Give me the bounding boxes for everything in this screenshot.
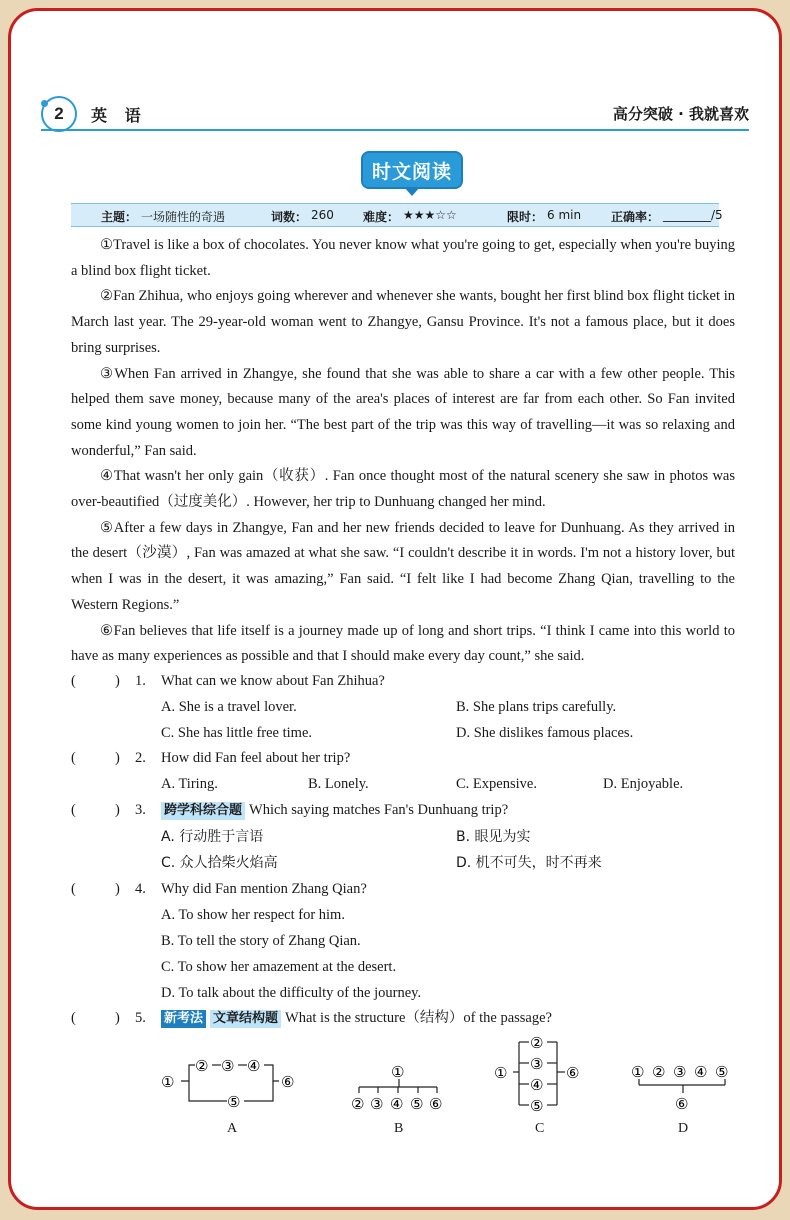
page-number-badge	[41, 96, 77, 132]
paragraph-5: ⑤After a few days in Zhangye, Fan and her new friends decided to leave for Dunhuang. As they arrived in the desert（沙漠）, Fan was amazed at what she saw. “I couldn't describe it in words. I'm not a history lover, but when I was in the desert, it was amazing,” Fan said. “I felt like I had become Zhang Qian, travelling to the Western Regions.”	[71, 519, 735, 613]
topic-label: 主题：	[101, 210, 138, 224]
structure-diagram-d[interactable]	[621, 1051, 741, 1141]
option-d[interactable]: D. 机不可失，时不再来	[456, 855, 602, 871]
node-6: ⑥	[429, 1095, 443, 1113]
page-number: 2	[54, 104, 64, 123]
node-3: ③	[673, 1063, 687, 1081]
paragraph-6: ⑥Fan believes that life itself is a journey made up of long and short trips. “I think I came into this world to have as many experiences as possible and that I should make every day count,” she said.	[71, 622, 735, 665]
answer-paren-left: (	[71, 750, 76, 766]
question-text: Which saying matches Fan's Dunhuang trip?	[249, 802, 509, 818]
header-slogan: 高分突破 · 我就喜欢	[612, 105, 749, 123]
difficulty-stars: ★★★☆☆	[403, 208, 457, 222]
question-text: How did Fan feel about her trip?	[161, 750, 351, 766]
answer-paren-left: (	[71, 1010, 76, 1026]
node-6: ⑥	[566, 1064, 580, 1082]
question-text: What is the structure（结构）of the passage?	[285, 1010, 552, 1026]
diagram-a-svg	[151, 1051, 311, 1121]
structure-diagram-a[interactable]	[151, 1051, 311, 1141]
node-1: ①	[161, 1073, 175, 1091]
topic-value: 一场随性的奇遇	[141, 210, 226, 224]
option-d[interactable]: D. To talk about the difficulty of the journey.	[161, 985, 422, 1001]
section-title: 时文阅读	[361, 151, 463, 189]
question-number: 1.	[135, 673, 146, 689]
option-c[interactable]: C. To show her amazement at the desert.	[161, 959, 397, 975]
answer-paren-right[interactable]: )	[115, 750, 120, 766]
difficulty-label: 难度：	[363, 210, 400, 224]
dot-icon	[41, 100, 48, 107]
option-b[interactable]: B. Lonely.	[308, 776, 369, 792]
option-a[interactable]: A. Tiring.	[161, 776, 218, 792]
diagram-label-c: C	[535, 1121, 545, 1136]
interdisciplinary-tag: 跨学科综合题	[161, 802, 245, 820]
question-text: Why did Fan mention Zhang Qian?	[161, 881, 367, 897]
time-label: 限时：	[507, 210, 544, 224]
subject-title: 英 语	[91, 106, 147, 125]
header-divider	[41, 129, 749, 131]
structure-diagram-c[interactable]	[491, 1033, 601, 1141]
accuracy-blank: ________/5	[663, 208, 723, 222]
page	[8, 8, 782, 1210]
option-d[interactable]: D. She dislikes famous places.	[456, 725, 634, 741]
paragraph-4: ④That wasn't her only gain（收获）. Fan once thought most of the natural scenery she saw in photos was over-beautified（过度美化）. However, her trip to Dunhuang changed her mind.	[71, 468, 735, 511]
paragraph-3: ③When Fan arrived in Zhangye, she found that she was able to share a car with a few other people. This helped them save money, because many of the area's places of interest are far from each other. So Fan invited some kind young women to join her. “The best part of the trip was this way of travelling—it was so relaxing and wonderful,” Fan said.	[71, 365, 735, 459]
question-1	[71, 671, 735, 741]
paragraph-1: ①Travel is like a box of chocolates. You never know what you're going to get, especially when you're buying a blind box flight ticket.	[71, 237, 735, 279]
option-c[interactable]: C. 众人拾柴火焰高	[161, 855, 278, 871]
option-c[interactable]: C. She has little free time.	[161, 725, 313, 741]
option-c[interactable]: C. Expensive.	[456, 776, 537, 792]
option-b[interactable]: B. She plans trips carefully.	[456, 699, 617, 715]
option-d[interactable]: D. Enjoyable.	[603, 776, 684, 792]
node-1: ①	[391, 1063, 405, 1081]
node-3: ③	[530, 1055, 544, 1073]
page-header	[41, 96, 749, 132]
node-2: ②	[351, 1095, 365, 1113]
node-4: ④	[247, 1057, 261, 1075]
structure-diagram-b[interactable]	[346, 1051, 456, 1141]
question-number: 2.	[135, 750, 146, 766]
question-number: 3.	[135, 802, 146, 818]
node-1: ①	[631, 1063, 645, 1081]
diagram-d-svg	[621, 1051, 741, 1121]
question-2	[71, 748, 735, 794]
option-b[interactable]: B. 眼见为实	[456, 829, 531, 845]
diagram-label-a: A	[227, 1121, 238, 1136]
question-number: 5.	[135, 1010, 146, 1026]
answer-paren-left: (	[71, 802, 76, 818]
question-5	[71, 1008, 735, 1032]
diagram-b-svg	[346, 1051, 456, 1121]
node-3: ③	[221, 1057, 235, 1075]
option-a[interactable]: A. To show her respect for him.	[161, 907, 345, 923]
node-1: ①	[494, 1064, 508, 1082]
node-4: ④	[694, 1063, 708, 1081]
node-4: ④	[390, 1095, 404, 1113]
diagram-c-svg	[491, 1033, 601, 1121]
answer-paren-right[interactable]: )	[115, 673, 120, 689]
question-3	[71, 800, 735, 872]
option-a[interactable]: A. She is a travel lover.	[161, 699, 297, 715]
option-b[interactable]: B. To tell the story of Zhang Qian.	[161, 933, 361, 949]
question-number: 4.	[135, 881, 146, 897]
diagram-label-d: D	[678, 1121, 689, 1136]
time-value: 6 min	[547, 208, 582, 222]
question-4	[71, 879, 735, 1003]
words-value: 260	[311, 208, 334, 222]
node-2: ②	[652, 1063, 666, 1081]
answer-paren-left: (	[71, 673, 76, 689]
answer-paren-left: (	[71, 881, 76, 897]
diagram-label-b: B	[394, 1121, 404, 1136]
words-label: 词数：	[271, 210, 308, 224]
new-method-tag: 新考法	[161, 1010, 206, 1028]
node-5: ⑤	[715, 1063, 729, 1081]
structure-tag: 文章结构题	[210, 1010, 281, 1028]
node-6: ⑥	[281, 1073, 295, 1091]
question-line	[161, 1008, 552, 1028]
answer-paren-right[interactable]: )	[115, 802, 120, 818]
node-2: ②	[195, 1057, 209, 1075]
node-2: ②	[530, 1034, 544, 1052]
info-bar	[71, 203, 723, 227]
paragraph-2: ②Fan Zhihua, who enjoys going wherever and whenever she wants, bought her first blind box flight ticket in March last year. The 29-year-old woman went to Zhangye, Gansu Province. It's not a famous place, but it does bring surprises.	[71, 288, 735, 356]
question-text: What can we know about Fan Zhihua?	[161, 673, 385, 689]
accuracy-label: 正确率：	[611, 210, 660, 224]
answer-paren-right[interactable]: )	[115, 881, 120, 897]
answer-paren-right[interactable]: )	[115, 1010, 120, 1026]
node-5: ⑤	[530, 1097, 544, 1115]
node-3: ③	[370, 1095, 384, 1113]
option-a[interactable]: A. 行动胜于言语	[161, 829, 264, 845]
question-line	[161, 800, 508, 820]
speech-tail-icon	[404, 187, 420, 196]
node-4: ④	[530, 1076, 544, 1094]
node-5: ⑤	[227, 1093, 241, 1111]
passage	[71, 233, 735, 670]
node-6: ⑥	[675, 1095, 689, 1113]
node-5: ⑤	[410, 1095, 424, 1113]
